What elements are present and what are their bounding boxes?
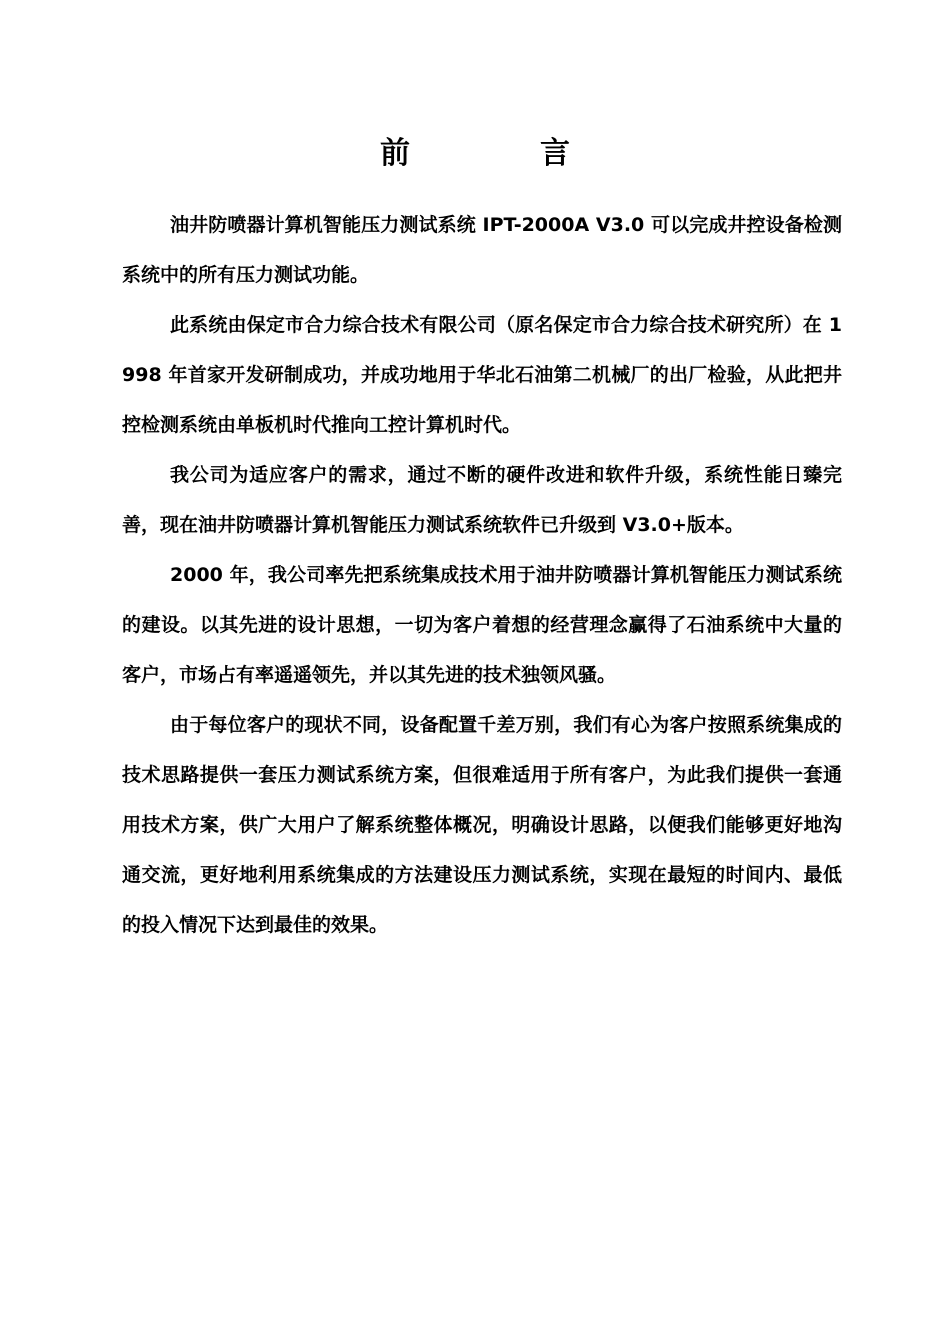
paragraph-integration: 2000 年，我公司率先把系统集成技术用于油井防喷器计算机智能压力测试系统的建设。以其先进的设计思想，一切为客户着想的经营理念赢得了石油系统中大量的客户，市场占有率遥遥领先，并以其先进的技术独领风骚。 bbox=[122, 564, 842, 686]
title-char-1: 前 bbox=[380, 136, 410, 171]
body-text bbox=[122, 200, 842, 950]
paragraph-solution: 由于每位客户的现状不同，设备配置千差万别，我们有心为客户按照系统集成的技术思路提供一套压力测试系统方案，但很难适用于所有客户，为此我们提供一套通用技术方案，供广大用户了解系统整体概况，明确设计思路，以便我们能够更好地沟通交流，更好地利用系统集成的方法建设压力测试系统，实现在最短的时间内、最低的投入情况下达到最佳的效果。 bbox=[122, 714, 842, 936]
paragraph-history: 此系统由保定市合力综合技术有限公司（原名保定市合力综合技术研究所）在 1998 年首家开发研制成功，并成功地用于华北石油第二机械厂的出厂检验，从此把井控检测系统由单板机时代推向工控计算机时代。 bbox=[122, 314, 842, 436]
title-char-2: 言 bbox=[540, 136, 570, 171]
paragraph-upgrade: 我公司为适应客户的需求，通过不断的硬件改进和软件升级，系统性能日臻完善，现在油井防喷器计算机智能压力测试系统软件已升级到 V3.0+版本。 bbox=[122, 464, 842, 536]
page-title bbox=[0, 128, 950, 172]
paragraph-intro: 油井防喷器计算机智能压力测试系统 IPT-2000A V3.0 可以完成井控设备检测系统中的所有压力测试功能。 bbox=[122, 214, 842, 286]
